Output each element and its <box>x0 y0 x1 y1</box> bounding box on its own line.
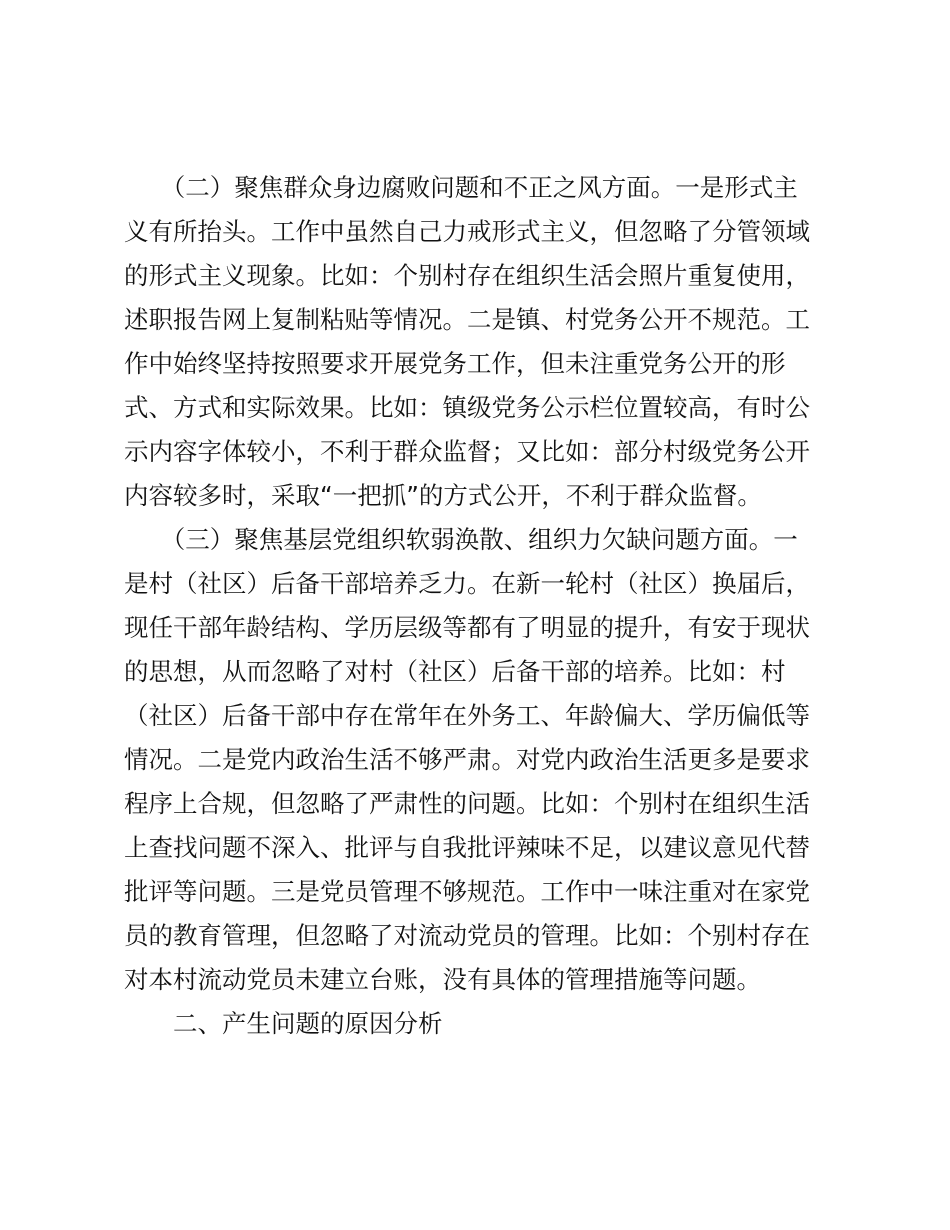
text-line: 的形式主义现象。比如：个别村存在组织生活会照片重复使用， <box>124 261 810 290</box>
text-line: 现任干部年龄结构、学历层级等都有了明显的提升，有安于现状 <box>124 613 810 642</box>
text-line: 内容较多时，采取“一把抓”的方式公开，不利于群众监督。 <box>124 481 762 510</box>
paragraph-section-three <box>124 518 824 1002</box>
text-line: 对本村流动党员未建立台账，没有具体的管理措施等问题。 <box>124 965 761 994</box>
paragraph-section-two <box>124 166 824 518</box>
text-line: 上查找问题不深入、批评与自我批评辣味不足，以建议意见代替 <box>124 833 810 862</box>
text-line: 情况。二是党内政治生活不够严肃。对党内政治生活更多是要求 <box>124 745 810 774</box>
text-line: 程序上合规，但忽略了严肃性的问题。比如：个别村在组织生活 <box>124 789 810 818</box>
text-line: 员的教育管理，但忽略了对流动党员的管理。比如：个别村存在 <box>124 921 810 950</box>
text-line: 作中始终坚持按照要求开展党务工作，但未注重党务公开的形 <box>124 349 786 378</box>
document-body <box>124 166 824 1046</box>
text-line: 是村（社区）后备干部培养乏力。在新一轮村（社区）换届后， <box>124 569 810 598</box>
text-line: 义有所抬头。工作中虽然自己力戒形式主义，但忽略了分管领域 <box>124 217 810 246</box>
text-line: （三）聚焦基层党组织软弱涣散、组织力欠缺问题方面。一 <box>124 525 798 554</box>
text-line: （二）聚焦群众身边腐败问题和不正之风方面。一是形式主 <box>124 173 798 202</box>
section-heading-causes <box>124 1002 824 1046</box>
text-line: 式、方式和实际效果。比如：镇级党务公示栏位置较高，有时公 <box>124 393 810 422</box>
text-line: 示内容字体较小，不利于群众监督；又比如：部分村级党务公开 <box>124 437 810 466</box>
text-line: 的思想，从而忽略了对村（社区）后备干部的培养。比如：村 <box>124 657 786 686</box>
section-heading: 二、产生问题的原因分析 <box>124 1009 443 1038</box>
text-line: （社区）后备干部中存在常年在外务工、年龄偏大、学历偏低等 <box>124 701 810 730</box>
text-line: 批评等问题。三是党员管理不够规范。工作中一味注重对在家党 <box>124 877 810 906</box>
text-line: 述职报告网上复制粘贴等情况。二是镇、村党务公开不规范。工 <box>124 305 810 334</box>
